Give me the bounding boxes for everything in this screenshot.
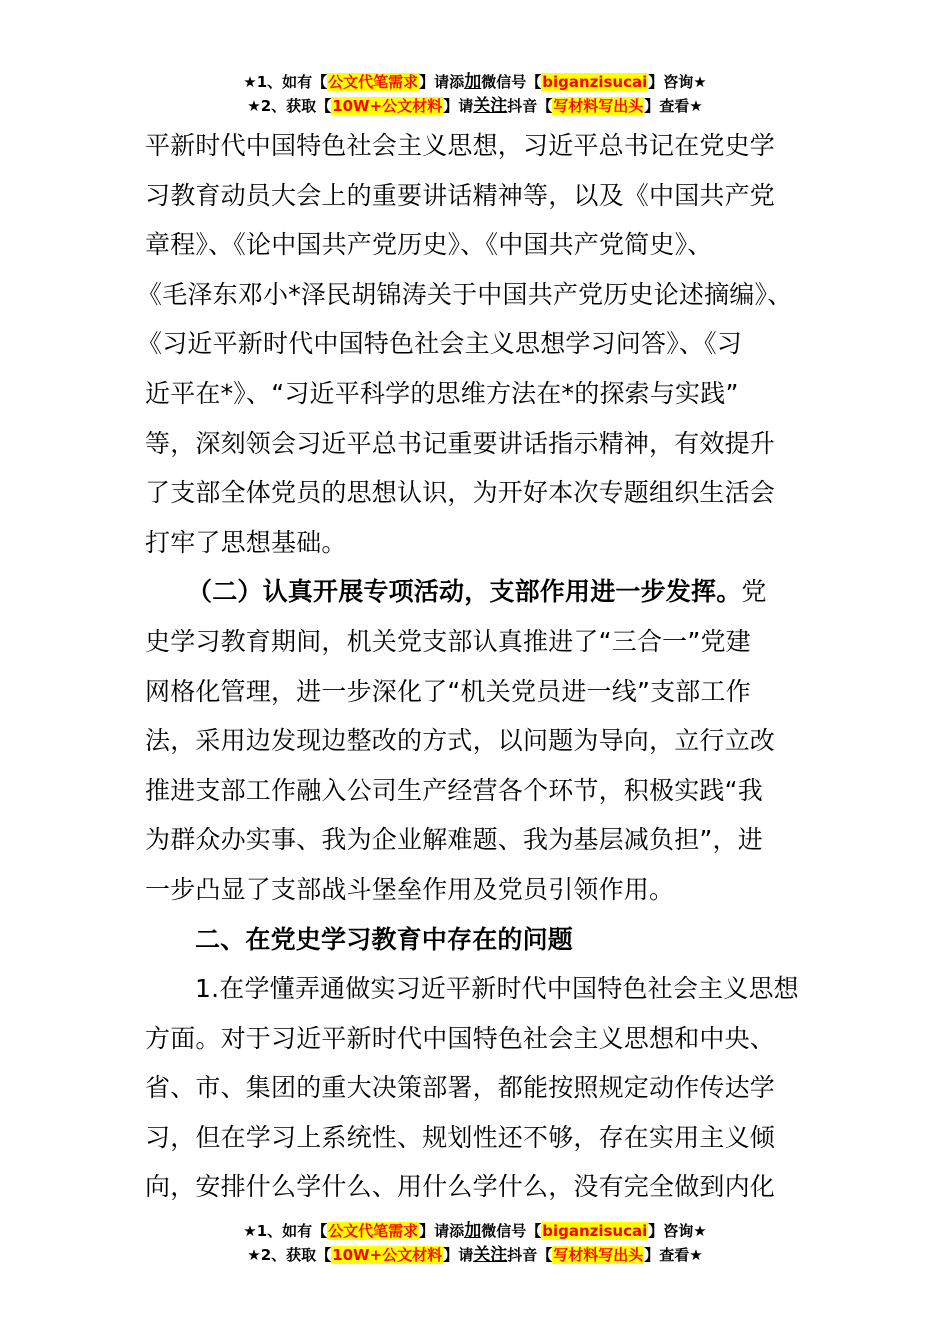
body-line: 习教育动员大会上的重要讲话精神等，以及《中国共产党: [145, 180, 776, 210]
body-line: 方面。对于习近平新时代中国特色社会主义思想和中央、: [145, 1023, 776, 1053]
body-line: 《习近平新时代中国特色社会主义思想学习问答》、《习: [137, 329, 743, 359]
paragraph-2-first-line: [145, 567, 810, 617]
section-heading: 二、在党史学习教育中存在的问题: [195, 924, 574, 954]
body-line: 史学习教育期间，机关党支部认真推进了“三合一”党建: [145, 626, 751, 656]
banner-text: ★2、获取【: [247, 1246, 332, 1264]
body-line: 章程》、《论中国共产党历史》、《中国共产党简史》、: [145, 230, 713, 260]
banner-text: 】查看★: [644, 1246, 703, 1264]
banner-underlined: 关注: [473, 96, 508, 116]
body-line: 平新时代中国特色社会主义思想，习近平总书记在党史学: [145, 131, 776, 160]
banner-highlight: 写材料写出头: [553, 1246, 644, 1264]
body-line: 向，安排什么学什么、用什么学什么，没有完全做到内化: [145, 1172, 776, 1202]
banner-text: 微信号【: [481, 1222, 542, 1240]
body-line: 1.在学懂弄通做实习近平新时代中国特色社会主义思想: [195, 974, 799, 1004]
banner-text: 】请: [443, 1246, 474, 1264]
body-text: 党: [741, 577, 767, 607]
banner-text: 】查看★: [644, 97, 703, 115]
banner-highlight: 10W+公文材料: [332, 1246, 443, 1264]
bottom-banner-line-1: [0, 1219, 950, 1243]
body-line: 推进支部工作融入公司生产经营各个环节，积极实践“我: [145, 775, 763, 805]
banner-underlined: 加: [464, 1221, 482, 1241]
body-line: 为群众办实事、我为企业解难题、我为基层减负担”，进: [145, 825, 763, 855]
body-line: 网格化管理，进一步深化了“机关党员进一线”支部工作: [145, 676, 751, 706]
banner-text: ★1、如有【: [243, 1222, 328, 1240]
document-body: [137, 121, 810, 1212]
body-line: 近平在*》、“习近平科学的思维方法在*的探索与实践”: [145, 378, 739, 408]
banner-highlight: 10W+公文材料: [332, 97, 443, 115]
body-line: 省、市、集团的重大决策部署，都能按照规定动作传达学: [145, 1073, 776, 1103]
banner-highlight: biganzisucai: [542, 1222, 648, 1240]
banner-highlight: biganzisucai: [542, 73, 648, 91]
banner-text: 】请添: [419, 1222, 465, 1240]
body-line: 法，采用边发现边整改的方式，以问题为导向，立行立改: [145, 726, 776, 756]
banner-underlined: 关注: [473, 1245, 508, 1265]
banner-text: 微信号【: [481, 73, 542, 91]
banner-highlight: 公文代笔需求: [328, 1222, 419, 1240]
top-banner-line-1: [0, 70, 950, 94]
banner-underlined: 加: [464, 72, 482, 92]
banner-text: 抖音【: [507, 97, 553, 115]
top-banner-line-2: [0, 94, 950, 118]
banner-text: 】咨询★: [648, 1222, 707, 1240]
banner-text: 】请添: [419, 73, 465, 91]
banner-highlight: 写材料写出头: [553, 97, 644, 115]
banner-text: ★1、如有【: [243, 73, 328, 91]
body-line: 习，但在学习上系统性、规划性还不够，存在实用主义倾: [145, 1122, 776, 1152]
body-line: 《毛泽东邓小*泽民胡锦涛关于中国共产党历史论述摘编》、: [137, 279, 793, 309]
banner-text: 】咨询★: [648, 73, 707, 91]
subsection-heading: （二）认真开展专项活动，支部作用进一步发挥。: [187, 577, 742, 607]
body-line: 一步凸显了支部战斗堡垒作用及党员引领作用。: [145, 874, 675, 904]
banner-text: 】请: [443, 97, 474, 115]
body-line: 了支部全体党员的思想认识，为开好本次专题组织生活会: [145, 478, 776, 508]
body-line: 打牢了思想基础。: [145, 527, 347, 557]
banner-text: ★2、获取【: [247, 97, 332, 115]
banner-text: 抖音【: [507, 1246, 553, 1264]
banner-highlight: 公文代笔需求: [328, 73, 419, 91]
bottom-banner-line-2: [0, 1243, 950, 1267]
body-line: 等，深刻领会习近平总书记重要讲话指示精神，有效提升: [145, 428, 776, 458]
